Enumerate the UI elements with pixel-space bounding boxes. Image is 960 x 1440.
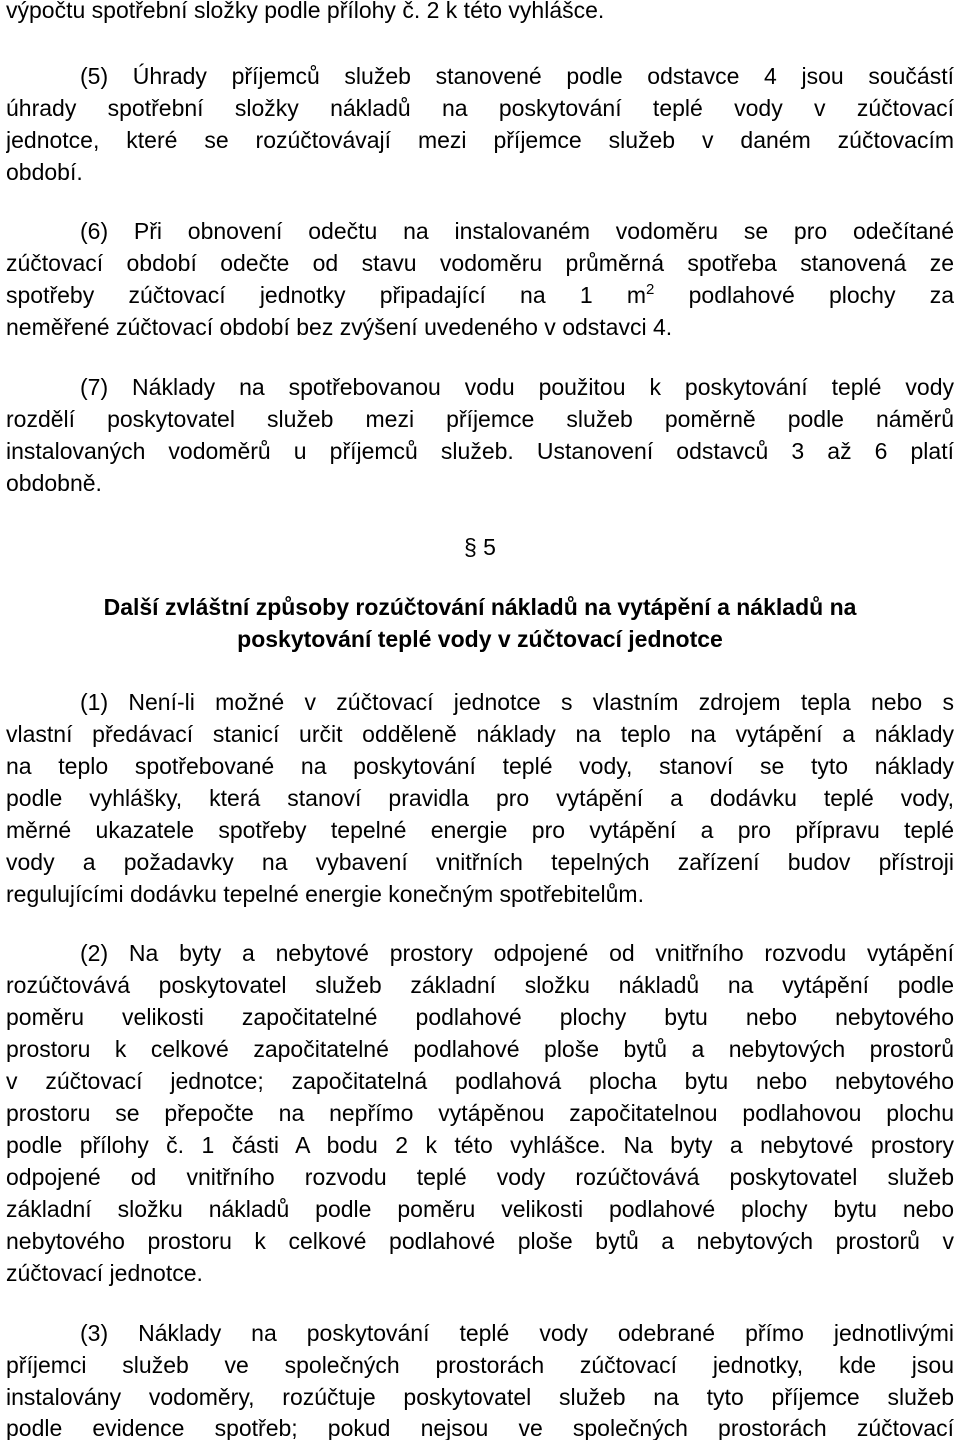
paragraph-6-line: neměřené zúčtovací období bez zvýšení uvedeného v odstavci 4. (6, 314, 673, 340)
section-5-paragraph-1-line: vody a požadavky na vybavení vnitřních tepelných zařízení budov přístroji (6, 849, 954, 875)
section-5-paragraph-3-line: (3) Náklady na poskytování teplé vody odebrané přímo jednotlivými (80, 1320, 954, 1346)
paragraph-5-line: jednotce, které se rozúčtovávají mezi příjemce služeb v daném zúčtovacím (6, 127, 954, 153)
section-5-paragraph-1-line: vlastní předávací stanicí určit odděleně náklady na teplo na vytápění a náklady (6, 721, 954, 747)
paragraph-7-line: (7) Náklady na spotřebovanou vodu použitou k poskytování teplé vody (80, 374, 954, 400)
paragraph-7-line: obdobně. (6, 470, 102, 496)
section-5-paragraph-3-line: podle evidence spotřeb; pokud nejsou ve společných prostorách zúčtovací (6, 1415, 954, 1440)
section-5-paragraph-2-line: odpojené od vnitřního rozvodu teplé vody rozúčtovává poskytovatel služeb (6, 1164, 954, 1190)
section-5-paragraph-1-line: regulujícími dodávku tepelné energie konečným spotřebitelům. (6, 881, 644, 907)
section-5-paragraph-2-line: prostoru k celkové započitatelné podlahové ploše bytů a nebytových prostorů (6, 1036, 954, 1062)
section-5-paragraph-2-line: základní složku nákladů podle poměru velikosti podlahové plochy bytu nebo (6, 1196, 954, 1222)
section-5-paragraph-2-line: poměru velikosti započitatelné podlahové plochy bytu nebo nebytového (6, 1004, 954, 1030)
superscript-2: 2 (646, 281, 655, 298)
paragraph-6-line: (6) Při obnovení odečtu na instalovaném vodoměru se pro odečítané (80, 218, 954, 244)
section-5-paragraph-2-line: (2) Na byty a nebytové prostory odpojené od vnitřního rozvodu vytápění (80, 940, 954, 966)
section-5-paragraph-2-line: zúčtovací jednotce. (6, 1260, 203, 1286)
section-5-paragraph-1-line: na teplo spotřebované na poskytování teplé vody, stanoví se tyto náklady (6, 753, 954, 779)
section-5-paragraph-1-line: (1) Není-li možné v zúčtovací jednotce s vlastním zdrojem tepla nebo s (80, 689, 954, 715)
section-5-paragraph-3-line: instalovány vodoměry, rozúčtuje poskytovatel služeb na tyto příjemce služeb (6, 1384, 954, 1410)
paragraph-5-line: úhrady spotřební složky nákladů na poskytování teplé vody v zúčtovací (6, 95, 954, 121)
paragraph-7-line: instalovaných vodoměrů u příjemců služeb. Ustanovení odstavců 3 až 6 platí (6, 438, 954, 464)
paragraph-5-line: období. (6, 159, 83, 185)
section-title-line: poskytování teplé vody v zúčtovací jednotce (237, 626, 723, 652)
paragraph-6-line: zúčtovací období odečte od stavu vodoměru průměrná spotřeba stanovená ze (6, 250, 954, 276)
paragraph-continuation-line: výpočtu spotřební složky podle přílohy č. 2 k této vyhlášce. (6, 0, 605, 23)
section-number: § 5 (464, 534, 496, 560)
section-5-paragraph-2-line: podle přílohy č. 1 části A bodu 2 k této vyhlášce. Na byty a nebytové prostory (6, 1132, 954, 1158)
section-5-paragraph-2-line: nebytového prostoru k celkové podlahové ploše bytů a nebytových prostorů v (6, 1228, 954, 1254)
section-5-paragraph-2-line: prostoru se přepočte na nepřímo vytápěnou započitatelnou podlahovou plochu (6, 1100, 954, 1126)
section-5-paragraph-2-line: v zúčtovací jednotce; započitatelná podlahová plocha bytu nebo nebytového (6, 1068, 954, 1094)
section-5-paragraph-1-line: podle vyhlášky, která stanoví pravidla pro vytápění a dodávku teplé vody, (6, 785, 954, 811)
paragraph-6-line-with-superscript (6, 279, 954, 311)
section-title-line: Další zvláštní způsoby rozúčtování nákladů na vytápění a nákladů na (103, 594, 857, 620)
section-5-paragraph-2-line: rozúčtovává poskytovatel služeb základní složku nákladů na vytápění podle (6, 972, 954, 998)
paragraph-6-text: spotřeby zúčtovací jednotky připadající na 1 m (6, 282, 647, 308)
paragraph-7-line: rozdělí poskytovatel služeb mezi příjemce služeb poměrně podle náměrů (6, 406, 954, 432)
section-5-paragraph-1-line: měrné ukazatele spotřeby tepelné energie pro vytápění a pro přípravu teplé (6, 817, 954, 843)
paragraph-6-text: podlahové plochy za (654, 282, 954, 308)
paragraph-5-line: (5) Úhrady příjemců služeb stanovené podle odstavce 4 jsou součástí (80, 63, 954, 89)
section-5-paragraph-3-line: příjemci služeb ve společných prostorách zúčtovací jednotky, kde jsou (6, 1352, 954, 1378)
